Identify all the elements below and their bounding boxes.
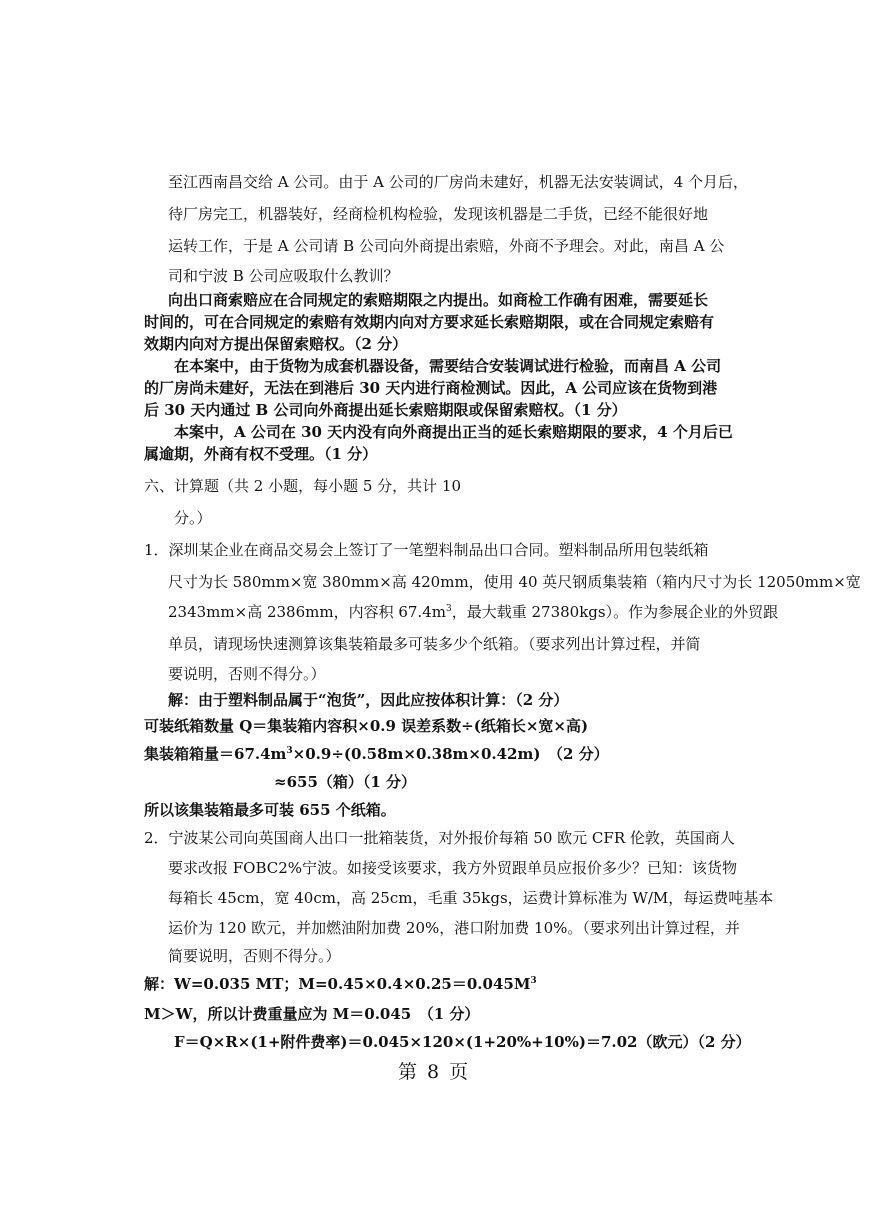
question-2-line: 2．宁波某公司向英国商人出口一批箱装货，对外报价每箱 50 欧元 CFR 伦敦，英国商人	[144, 829, 735, 847]
answer-line: 本案中，A 公司在 30 天内没有向外商提出正当的延长索赔期限的要求，4 个月后已	[174, 423, 733, 441]
page-number: 第 8 页	[398, 1061, 471, 1083]
solution-2-line: F＝Q×R×(1+附件费率)＝0.045×120×(1+20%+10%)＝7.02（欧元）（2 分）	[174, 1033, 751, 1051]
solution-1-line: 解：由于塑料制品属于“泡货”，因此应按体积计算：（2 分）	[168, 691, 569, 709]
question-1-line: 要说明，否则不得分。）	[168, 665, 326, 683]
question-1-line: 2343mm×高 2386mm，内容积 $67.4m^3$，最大载重 27380kgs）。作为参展企业的外贸跟	[168, 603, 779, 621]
case-text-line: 待厂房完工，机器装好，经商检机构检验，发现该机器是二手货，已经不能很好地	[168, 205, 709, 223]
section-heading-cont: 分。）	[174, 509, 212, 527]
solution-1-line: ≈655（箱）（1 分）	[274, 773, 417, 791]
question-1-line: 单员，请现场快速测算该集装箱最多可装多少个纸箱。（要求列出计算过程，并简	[168, 635, 701, 653]
answer-line: 属逾期，外商有权不受理。（1 分）	[144, 445, 378, 463]
section-heading: 六、计算题（共 2 小题，每小题 5 分，共计 10	[144, 477, 462, 495]
solution-2-line: 解：W=0.035 MT；$M=0.45\times 0.4\times 0.25=0.045M^3$	[144, 975, 537, 993]
answer-line: 时间的，可在合同规定的索赔有效期内向对方要求延长索赔期限，或在合同规定索赔有	[144, 313, 715, 331]
case-text-line: 运转工作，于是 A 公司请 B 公司向外商提出索赔，外商不予理会。对此，南昌 A 公	[168, 237, 725, 255]
solution-2-line: M＞W，所以计费重量应为 M＝0.045 （1 分）	[144, 1005, 480, 1023]
answer-line: 向出口商索赔应在合同规定的索赔期限之内提出。如商检工作确有困难，需要延长	[168, 291, 709, 309]
question-2-line: 要求改报 FOBC2%宁波。如接受该要求，我方外贸跟单员应报价多少？已知：该货物	[168, 859, 738, 877]
question-1-line: 1．深圳某企业在商品交易会上签订了一笔塑料制品出口合同。塑料制品所用包装纸箱	[144, 541, 709, 559]
answer-line: 的厂房尚未建好，无法在到港后 30 天内进行商检测试。因此，A 公司应该在货物到港	[144, 379, 718, 397]
solution-1-line: 所以该集装箱最多可装 655 个纸箱。	[144, 801, 396, 819]
question-2-line: 简要说明，否则不得分。）	[168, 947, 341, 965]
case-text-line: 至江西南昌交给 A 公司。由于 A 公司的厂房尚未建好，机器无法安装调试，4 个月后，	[168, 173, 749, 191]
answer-line: 效期内向对方提出保留索赔权。（2 分）	[144, 335, 408, 353]
answer-line: 后 30 天内通过 B 公司向外商提出延长索赔期限或保留索赔权。（1 分）	[144, 401, 627, 419]
solution-1-line: 集装箱箱量$=67.4m^3\times 0.9\div(0.58m\times 0.38m\times 0.42m)$ （2 分）	[144, 745, 609, 763]
question-2-line: 每箱长 45cm，宽 40cm，高 25cm，毛重 35kgs，运费计算标准为 W/M，每运费吨基本	[168, 889, 774, 907]
question-2-line: 运价为 120 欧元，并加燃油附加费 20%，港口附加费 10%。（要求列出计算过程，并	[168, 919, 740, 937]
solution-1-line: 可装纸箱数量 Q＝集装箱内容积×0.9 误差系数÷(纸箱长×宽×高)	[144, 717, 589, 735]
question-1-line: 尺寸为长 580mm×宽 380mm×高 420mm，使用 40 英尺钢质集装箱（箱内尺寸为长 12050mm×宽	[168, 573, 861, 591]
case-text-line: 司和宁波 B 公司应吸取什么教训？	[168, 267, 399, 285]
answer-line: 在本案中，由于货物为成套机器设备，需要结合安装调试进行检验，而南昌 A 公司	[174, 357, 722, 375]
